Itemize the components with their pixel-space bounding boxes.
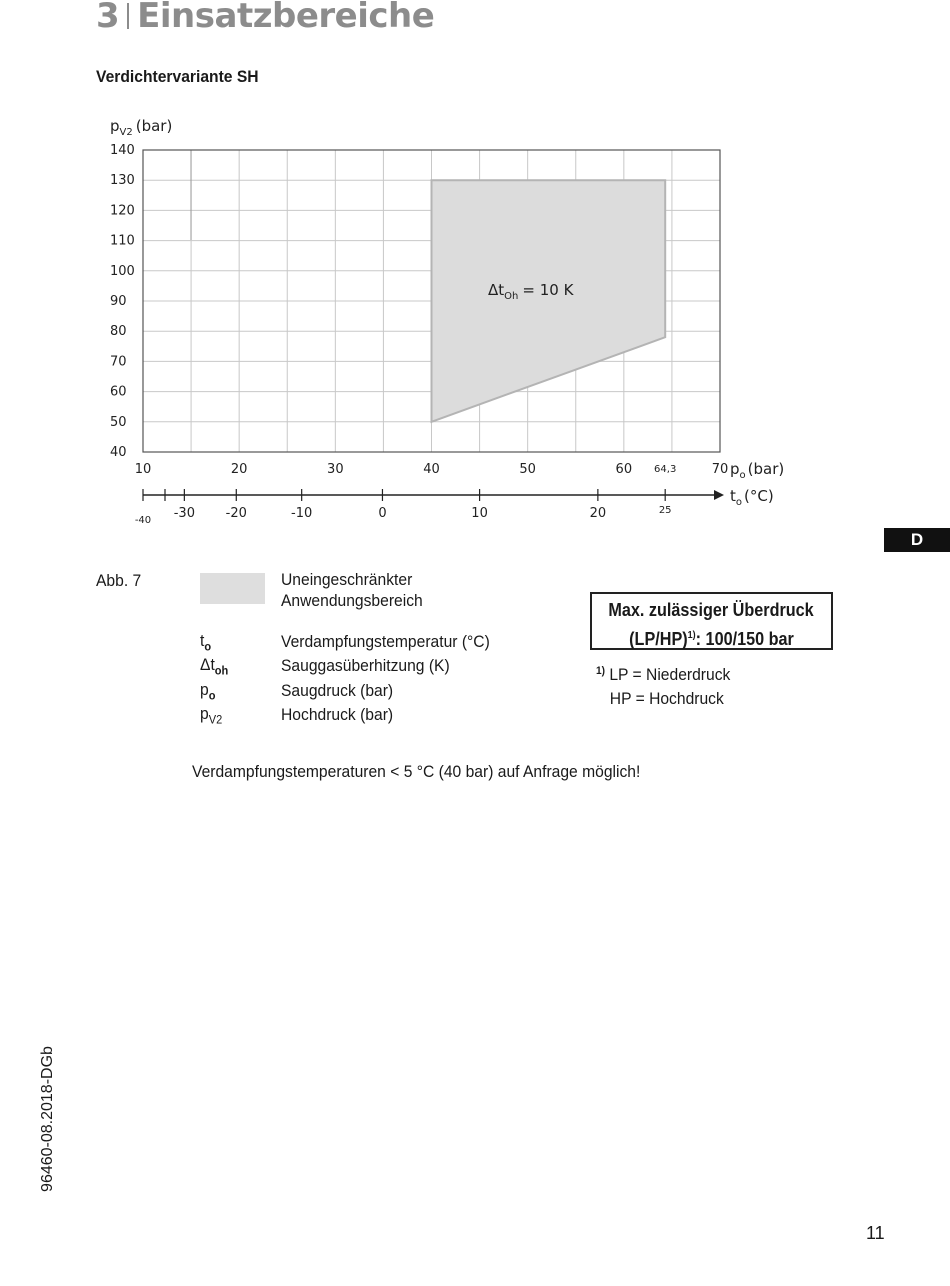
x-tick-label: 10	[134, 462, 152, 477]
x-axis-label: $p_o$ (bar)	[730, 460, 785, 481]
temperature-tick-label: -10	[291, 506, 313, 521]
section-title-text: Einsatzbereiche	[137, 0, 435, 36]
temperature-tick-label: 25	[658, 505, 672, 516]
temperature-tick-label: 10	[471, 506, 488, 521]
temperature-tick-label: -20	[225, 506, 247, 521]
section-number: 3	[96, 0, 120, 36]
y-tick-label: 60	[110, 384, 127, 400]
max-pressure-line1: Max. zulässiger Überdruck	[608, 600, 815, 620]
y-tick-label: 50	[110, 414, 127, 430]
footnote-marker: 1)	[596, 665, 605, 677]
footnote-line2: HP = Hochdruck	[609, 689, 724, 708]
legend-swatch-line2: Anwendungsbereich	[281, 591, 423, 610]
x-tick-label: 50	[519, 462, 536, 477]
legend-swatch-line1: Uneingeschränkter	[281, 570, 413, 589]
x-tick-label-special: 64,3	[654, 464, 677, 475]
x-tick-label: 30	[327, 462, 344, 477]
figure-label: Abb. 7	[96, 571, 142, 590]
legend-swatch-text	[281, 569, 423, 611]
max-pressure-line2: $(LP/HP)^{1)}$: 100/150 bar	[629, 629, 794, 649]
legend-symbol-pv2: $p_{V2}$	[200, 704, 223, 727]
y-tick-label: 40	[110, 445, 127, 460]
legend-symbol-dtoh: $\Delta t_{oh}$	[200, 655, 229, 678]
temperature-tick-label: 20	[589, 506, 607, 521]
legend-desc-to: Verdampfungstemperatur (°C)	[281, 632, 490, 651]
max-pressure-box	[590, 592, 833, 650]
legend-desc-po: Saugdruck (bar)	[281, 681, 394, 700]
legend-desc-dtoh: Sauggasüberhitzung (K)	[281, 656, 450, 675]
y-tick-label: 110	[110, 233, 135, 249]
temperature-tick-label: -40	[134, 515, 152, 526]
y-tick-label: 130	[110, 173, 135, 189]
x-tick-labels	[135, 462, 729, 477]
temperature-tick-label: -30	[173, 506, 195, 521]
footnote	[596, 659, 730, 711]
operating-range-chart	[0, 0, 950, 540]
temperature-axis-arrow	[714, 490, 724, 500]
y-tick-label: 100	[110, 263, 135, 279]
x-tick-label: 70	[711, 462, 729, 477]
operating-region	[432, 180, 666, 422]
page-number: 11	[866, 1223, 885, 1243]
temperature-tick-label: 0	[378, 506, 387, 521]
y-tick-label: 80	[110, 324, 127, 340]
legend-desc-pv2: Hochdruck (bar)	[281, 705, 394, 724]
y-tick-label: 120	[110, 203, 135, 219]
y-tick-label: 140	[110, 143, 135, 158]
y-tick-label: 70	[110, 354, 127, 370]
legend-swatch	[200, 573, 265, 604]
x-tick-label: 20	[230, 462, 248, 477]
language-badge: D	[884, 528, 950, 552]
note-text: Verdampfungstemperaturen < 5 °C (40 bar) auf Anfrage möglich!	[192, 762, 641, 781]
chart-subtitle: Verdichtervariante SH	[96, 67, 259, 86]
x-tick-label: 60	[615, 462, 633, 477]
legend-symbol-to: $t_o$	[200, 631, 212, 654]
document-id: 96460-08.2018-DGb	[39, 1046, 56, 1192]
y-tick-labels	[110, 143, 135, 460]
y-tick-label: 90	[110, 294, 127, 309]
x-tick-label: 40	[423, 462, 440, 477]
footnote-line1: LP = Niederdruck	[609, 665, 731, 684]
legend-symbol-po: $p_o$	[200, 680, 216, 703]
region-annotation: $\Delta t_{Oh} = 10$ K	[488, 281, 574, 302]
y-axis-label: $p_{V2}$ (bar)	[110, 117, 173, 138]
temperature-axis-label: $t_o$ (°C)	[730, 487, 774, 508]
